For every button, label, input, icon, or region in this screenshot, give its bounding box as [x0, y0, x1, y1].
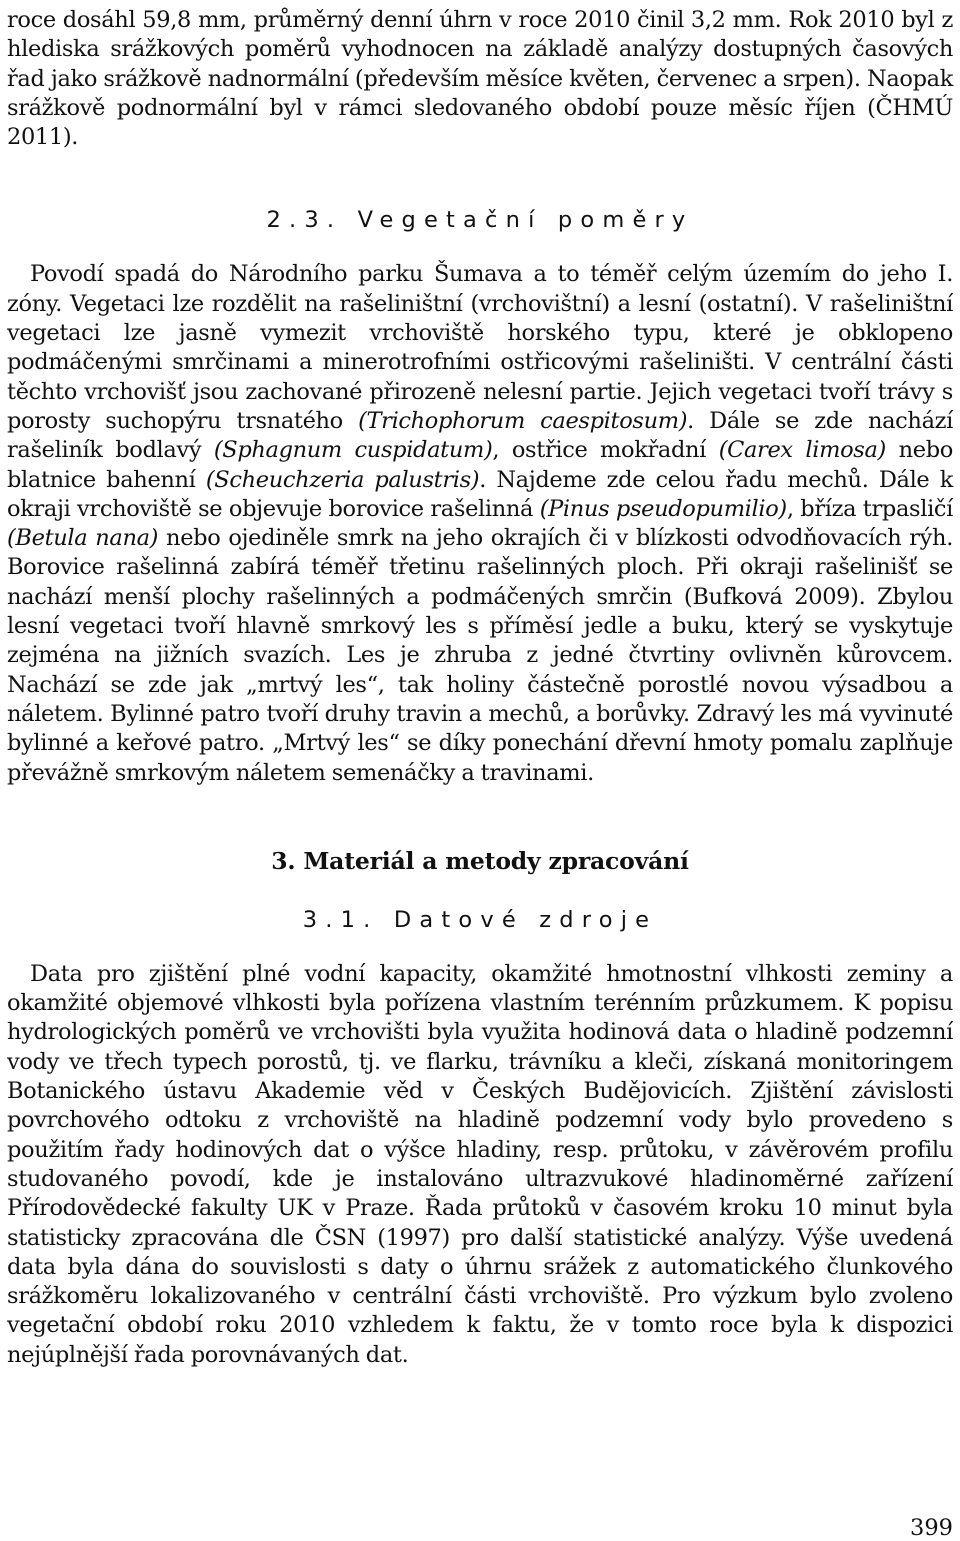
latin-species-name: (Betula nana) [7, 525, 159, 552]
latin-species-name: (Carex limosa) [718, 437, 886, 464]
text-run: , ostřice mokřadní [492, 437, 719, 464]
latin-species-name: (Pinus pseudopumilio) [539, 495, 787, 522]
text-run: Povodí spadá do Národního parku Šumava a to téměř celým územím do jeho I. zóny. Vegetaci lze rozdělit na rašeliništní (vrchovištní) a lesní (ostatní). V rašeliništní vegetaci lze jasně vymezit vrchoviště horského typu, které je obklopeno podmáčenými smrčinami a minerotrofními ostřicovými rašeliništi. V centrální části těchto vrchovišť jsou zachované přirozeně nelesní partie. Jejich vegetaci tvoří trávy s porosty suchopýru trsnatého [7, 261, 953, 434]
text-run: . Dále se zde nachází rašeliník bodlavý [7, 407, 953, 464]
latin-species-name: (Scheuchzeria palustris) [205, 466, 480, 493]
page-number: 399 [910, 1515, 953, 1541]
document-page [7, 0, 953, 1370]
text-run: . Najdeme zde celou řadu mechů. Dále k okraji vrchoviště se objevuje borovice rašelinná [7, 466, 953, 522]
text-run: Data pro zjištění plné vodní kapacity, okamžité hmotnostní vlhkosti zeminy a okamžité objemové vlhkosti byla pořízena vlastním terénním průzkumem. K popisu hydrologických poměrů ve vrchovišti byla využita hodinová data o hladině podzemní vody ve třech typech porostů, tj. ve flarku, trávníku a kleči, získaná monitoringem Botanického ústavu Akademie věd v Českých Budějovicích. Zjištění závislosti povrchového odtoku z vrchoviště na hladině podzemní vody bylo provedeno s použitím řady hodinových dat o výšce hladiny, resp. průtoku, v závěrovém profilu studovaného povodí, kde je instalováno ultrazvukové hladinoměrné zařízení Přírodovědecké fakulty UK v Praze. Řada průtoků v časovém kroku 10 minut byla statisticky zpracována dle ČSN (1997) pro další statistické analýzy. Výše uvedená data byla dána do souvislosti s daty o úhrnu srážek z automatického člunkového srážkoměru lokalizovaného v centrální části vrchoviště. Pro výzkum bylo zvoleno vegetační období roku 2010 vzhledem k faktu, že v tomto roce byla k dispozici nejúplnější řada porovnávaných dat. [7, 960, 953, 1368]
text-run: nebo blatnice bahenní [7, 437, 953, 493]
paragraph-precipitation [7, 6, 953, 152]
paragraph-vegetation [7, 260, 953, 787]
latin-species-name: (Trichophorum caespitosum) [358, 407, 688, 434]
latin-species-name: (Sphagnum cuspidatum) [213, 437, 493, 464]
text-run: , bříza trpasličí [786, 495, 954, 522]
text-run: roce dosáhl 59,8 mm, průměrný denní úhrn v roce 2010 činil 3,2 mm. Rok 2010 byl z hlediska srážkových poměrů vyhodnocen na základě analýzy dostupných časových řad jako srážkově nadnormální (především měsíce květen, červenec a srpen). Naopak srážkově podnormální byl v rámci sledovaného období pouze měsíc říjen (ČHMÚ 2011). [7, 7, 953, 151]
subsection-heading-vegetation: 2.3. Vegetační poměry [266, 207, 694, 234]
text-run: nebo ojediněle smrk na jeho okrajích či v blízkosti odvodňovacích rýh. Borovice rašelinná zabírá téměř třetinu rašelinných ploch. Při okraji rašelinišť se nachází menší plochy rašelinných a podmáčených smrčin (Bufková 2009). Zbylou lesní vegetaci tvoří hlavně smrkový les s příměsí jedle a buku, který se vyskytuje zejména na jižních svazích. Les je zhruba z jedné čtvrtiny ovlivněn kůrovcem. Nachází se zde jak „mrtvý les“, tak holiny částečně porostlé novou výsadbou a náletem. Bylinné patro tvoří druhy travin a mechů, a borůvky. Zdravý les má vyvinuté bylinné a keřové patro. „Mrtvý les“ se díky ponechání dřevní hmoty pomalu zaplňuje převážně smrkovým náletem semenáčky a travinami. [7, 525, 953, 786]
paragraph-data-sources [7, 960, 953, 1370]
section-heading-methods: 3. Materiál a metody zpracování [271, 846, 689, 875]
subsection-heading-data-sources: 3.1. Datové zdroje [302, 906, 658, 933]
